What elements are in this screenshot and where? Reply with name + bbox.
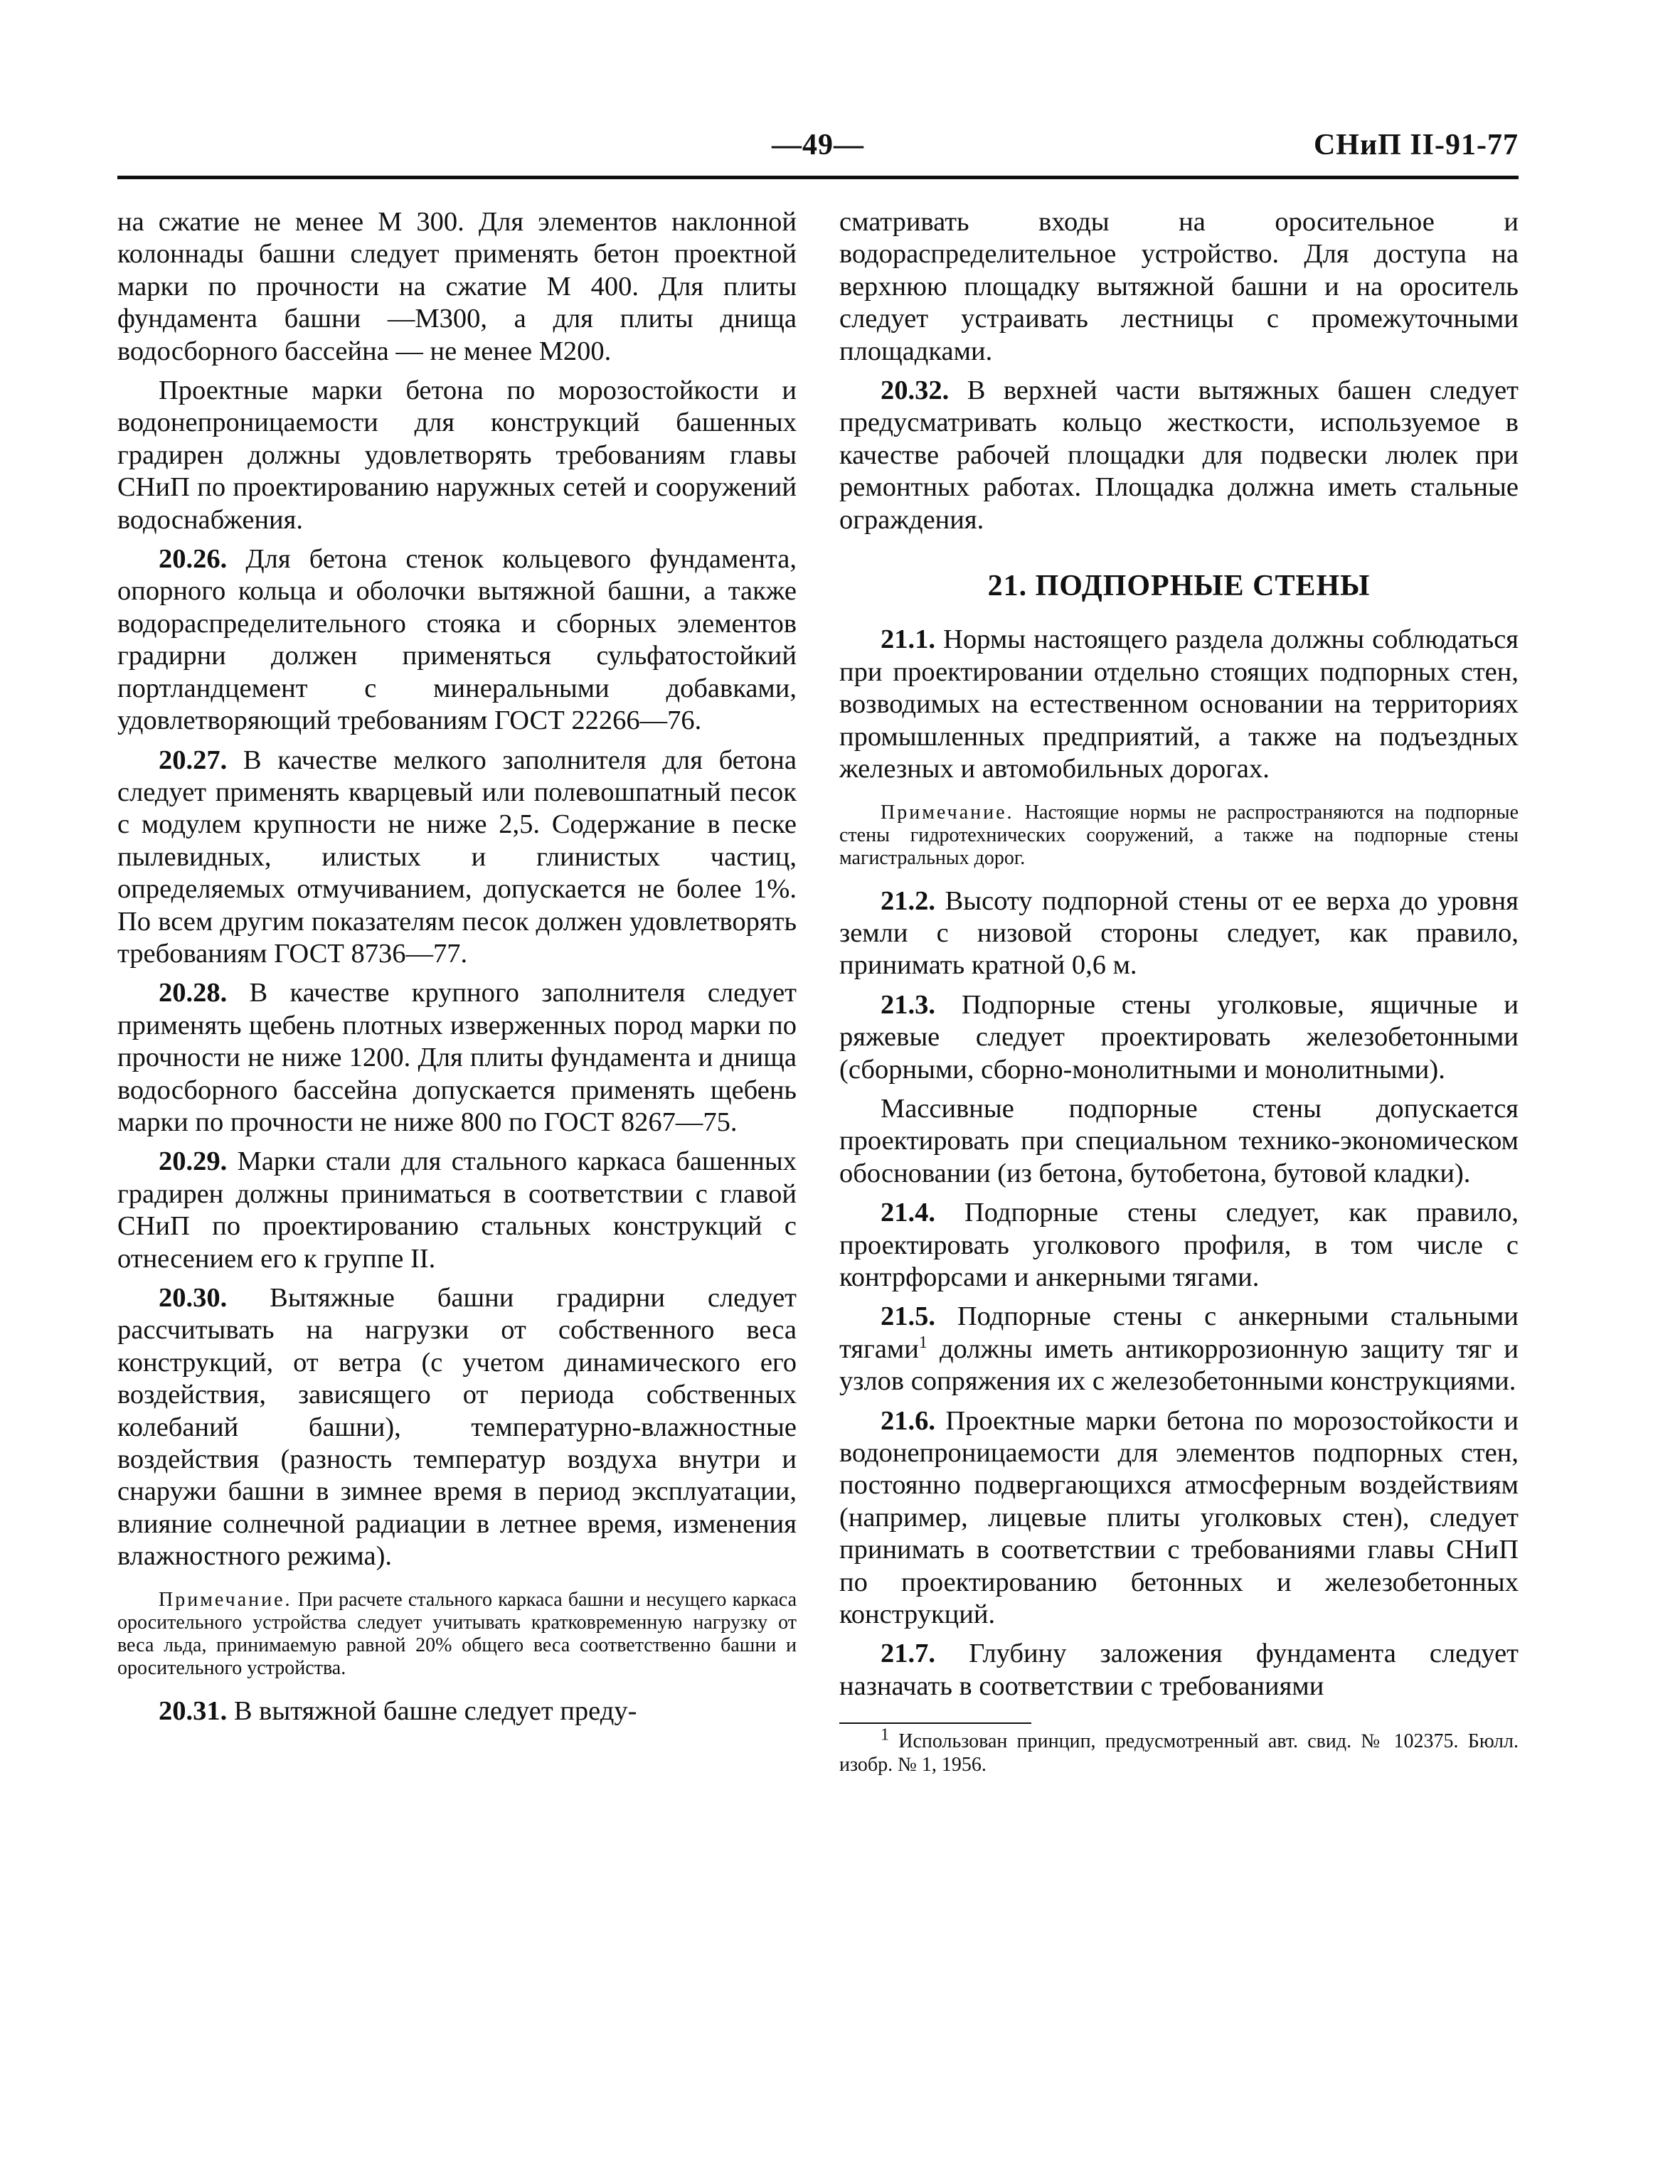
paragraph-continued: на сжатие не менее М 300. Для элементов наклонной колоннады башни следует применять бетон проектной марки по прочности на сжатие М 400. Для плиты фундамента башни —М300, а для плиты днища водосборного бассейна — не менее М200. [117, 207, 797, 366]
document-code: СНиП II-91-77 [1313, 129, 1519, 161]
note-label: Примечание. [159, 1588, 292, 1611]
note-label: Примечание. [881, 801, 1014, 824]
clause-text: В вытяжной башне следует преду- [233, 1695, 637, 1726]
clause-text: Подпорные стены следует, как правило, проектировать уголкового профиля, в том числе с контрфорсами и анкерными тягами. [839, 1198, 1519, 1292]
paragraph-continued: сматривать входы на оросительное и водораспределительное устройство. Для доступа на верхнюю площадку вытяжной башни и на ороситель следует устраивать лестницы с промежуточными площадками. [839, 207, 1519, 366]
clause-number: 21.2. [881, 885, 935, 916]
page-number: —49— [772, 129, 864, 161]
clause-number: 20.28. [159, 978, 228, 1008]
paragraph-frost: Проектные марки бетона по морозостойкости и водонепроницаемости для конструкций башенных градирен должны удовлетворять требованиям главы СНиП по проектированию наружных сетей и сооружений водоснабжения. [117, 375, 797, 535]
clause-text: Высоту подпорной стены от ее верха до уровня земли с низовой стороны следует, как правило, принимать кратной 0,6 м. [839, 885, 1519, 981]
note-text: При расчете стального каркаса башни и несущего каркаса оросительного устройства следует учитывать кратковременную нагрузку от веса льда, принимаемую равной 20% общего веса соответственно башни и оросительного устройства. [117, 1588, 797, 1679]
footnote-mark: 1 [881, 1725, 889, 1744]
page-header [117, 128, 1519, 171]
clause-number: 20.31. [159, 1695, 228, 1726]
clause-number: 21.6. [881, 1405, 935, 1436]
clause-20-28 [117, 977, 797, 1139]
clause-text: Подпорные стены с анкерными стальными тягами [839, 1301, 1519, 1364]
clause-text: должны иметь антикоррозионную защиту тяг и узлов сопряжения их с железобетонными конструкциями. [839, 1333, 1519, 1397]
clause-20-32 [839, 375, 1519, 536]
footnote-rule [839, 1722, 1031, 1724]
clause-number: 21.4. [881, 1198, 935, 1228]
clause-number: 20.30. [159, 1283, 228, 1313]
footnote-text: Использован принцип, предусмотренный авт. свид. № 102375. Бюлл. изобр. № 1, 1956. [839, 1730, 1519, 1777]
clause-20-30 [117, 1282, 797, 1573]
clause-20-29 [117, 1146, 797, 1275]
footnote-ref: 1 [918, 1333, 927, 1352]
clause-text: Вытяжные башни градирни следует рассчитывать на нагрузки от собственного веса конструкций, от ветра (с учетом динамического его воздействия, зависящего от периода собственных колебаний башни), температурно-влажностные воздействия (разность температур воздуха внутри и снаружи башни в зимнее время в период эксплуатации, влияние солнечной радиации в летнее время, изменения влажностного режима). [117, 1283, 797, 1572]
clause-21-5 [839, 1301, 1519, 1397]
clause-21-3 [839, 989, 1519, 1086]
clause-21-7 [839, 1638, 1519, 1703]
right-column [839, 206, 1519, 1777]
clause-text: Марки стали для стального каркаса башенных градирен должны приниматься в соответствии с главой СНиП по проектированию стальных конструкций с отнесением его к группе II. [117, 1146, 797, 1274]
clause-text: В качестве крупного заполнителя следует применять щебень плотных изверженных пород марки по прочности не ниже 1200. Для плиты фундамента и днища водосборного бассейна допускается применять щебень марки по прочности не ниже 800 по ГОСТ 8267—75. [117, 978, 797, 1137]
left-column [117, 206, 797, 1727]
clause-21-6 [839, 1405, 1519, 1631]
clause-number: 20.26. [159, 544, 228, 575]
clause-21-1 [839, 624, 1519, 785]
note-text: Настоящие нормы не распространяются на подпорные стены гидротехнических сооружений, а также на подпорные стены магистральных дорог. [839, 801, 1519, 869]
note-21-1 [839, 801, 1519, 870]
clause-number: 20.29. [159, 1146, 228, 1177]
clause-text: Нормы настоящего раздела должны соблюдаться при проектировании отдельно стоящих подпорных стен, возводимых на естественном основании на территориях промышленных предприятий, а также на подъездных железных и автомобильных дорогах. [839, 624, 1519, 784]
clause-text: Подпорные стены уголковые, ящичные и ряжевые следует проектировать железобетонными (сборными, сборно-монолитными и монолитными). [839, 989, 1519, 1085]
clause-text: Для бетона стенок кольцевого фундамента, опорного кольца и оболочки вытяжной башни, а также водораспределительного стояка и сборных элементов градирни должен применяться сульфатостойкий портландцемент с минеральными добавками, удовлетворяющий требованиям ГОСТ 22266—76. [117, 544, 797, 736]
clause-20-26 [117, 543, 797, 737]
clause-text: Глубину заложения фундамента следует назначать в соответствии с требованиями [839, 1639, 1519, 1701]
paragraph-massive-walls: Массивные подпорные стены допускается проектировать при специальном технико-экономическом обосновании (из бетона, бутобетона, бутовой кладки). [839, 1093, 1519, 1188]
note-20-30 [117, 1589, 797, 1680]
clause-number: 21.7. [881, 1639, 935, 1669]
clause-text: В качестве мелкого заполнителя для бетона следует применять кварцевый или полевошпатный песок с модулем крупности не ниже 2,5. Содержание в песке пылевидных, илистых и глинистых частиц, определяемых отмучиванием, допускается не более 1%. По всем другим показателям песок должен удовлетворять требованиям ГОСТ 8736—77. [117, 745, 797, 969]
clause-text: В верхней части вытяжных башен следует предусматривать кольцо жесткости, используемое в качестве рабочей площадки для подвески люлек при ремонтных работах. Площадка должна иметь стальные ограждения. [839, 375, 1519, 535]
clause-number: 21.3. [881, 989, 935, 1020]
clause-21-4 [839, 1197, 1519, 1294]
clause-21-2 [839, 885, 1519, 982]
section-title: 21. ПОДПОРНЫЕ СТЕНЫ [987, 570, 1371, 603]
footnote [839, 1725, 1519, 1777]
clause-text: Проектные марки бетона по морозостойкости и водонепроницаемости для элементов подпорных стен, постоянно подвергающихся атмосферным воздействиям (например, лицевые плиты уголковых стен), следует принимать в соответствии с требованиями главы СНиП по проектированию бетонных и железобетонных конструкций. [839, 1405, 1519, 1630]
clause-number: 20.27. [159, 745, 228, 775]
clause-20-31 [117, 1695, 797, 1727]
clause-number: 21.1. [881, 624, 935, 655]
clause-20-27 [117, 745, 797, 971]
clause-number: 21.5. [881, 1301, 935, 1332]
header-rule [117, 176, 1519, 179]
clause-number: 20.32. [881, 375, 950, 406]
